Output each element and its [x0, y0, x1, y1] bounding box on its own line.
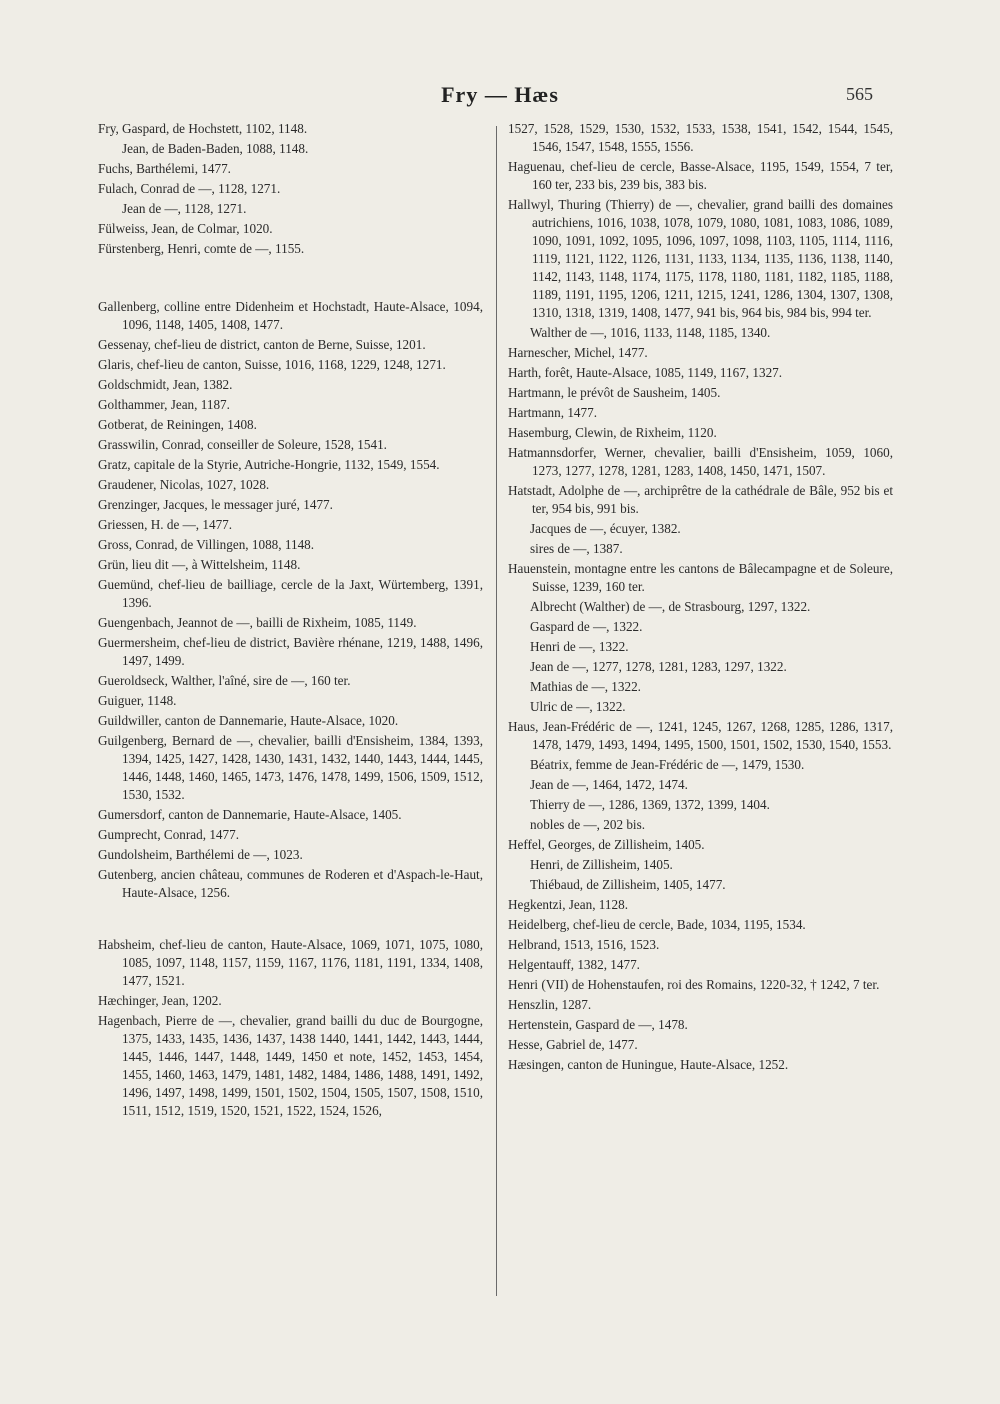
index-subentry: Thiébaud, de Zillisheim, 1405, 1477.: [530, 877, 726, 892]
index-entry: Hallwyl, Thuring (Thierry) de —, chevalier, grand bailli des domaines autrichiens, 1016, 1038, 1078, 1079, 1080, 1081, 1083, 1086, 1089, 1090, 1091, 1092, 1095, 1096, 1097, 1098, 1103, 1105, 1114, 1116, 1119, 1121, 1122, 1126, 1131, 1133, 1134, 1135, 1136, 1138, 1140, 1142, 1143, 1148, 1174, 1175, 1178, 1180, 1181, 1182, 1185, 1188, 1189, 1191, 1195, 1206, 1211, 1215, 1241, 1286, 1304, 1307, 1308, 1310, 1318, 1319, 1408, 1477, 941 bis, 964 bis, 984 bis, 994 ter.: [508, 197, 893, 320]
index-entry: Grün, lieu dit —, à Wittelsheim, 1148.: [98, 557, 301, 572]
index-entry: Gundolsheim, Barthélemi de —, 1023.: [98, 847, 303, 862]
index-entry: Hegkentzi, Jean, 1128.: [508, 897, 628, 912]
index-entry: Heidelberg, chef-lieu de cercle, Bade, 1034, 1195, 1534.: [508, 917, 806, 932]
index-entry: Fülweiss, Jean, de Colmar, 1020.: [98, 221, 273, 236]
index-entry: Guilgenberg, Bernard de —, chevalier, bailli d'Ensisheim, 1384, 1393, 1394, 1425, 1427, 1428, 1430, 1431, 1432, 1440, 1443, 1444, 1445, 1446, 1448, 1460, 1465, 1473, 1476, 1478, 1499, 1506, 1509, 1512, 1530, 1532.: [98, 733, 483, 802]
index-column-right: [508, 120, 893, 1076]
index-entry: Harth, forêt, Haute-Alsace, 1085, 1149, 1167, 1327.: [508, 365, 783, 380]
index-entry: Fuchs, Barthélemi, 1477.: [98, 161, 231, 176]
index-subentry: Mathias de —, 1322.: [530, 679, 641, 694]
index-entry: Gutenberg, ancien château, communes de Roderen et d'Aspach-le-Haut, Haute-Alsace, 1256.: [98, 867, 483, 900]
index-entry: Guildwiller, canton de Dannemarie, Haute-Alsace, 1020.: [98, 713, 399, 728]
index-entry: Hatmannsdorfer, Werner, chevalier, bailli d'Ensisheim, 1059, 1060, 1273, 1277, 1278, 1281, 1283, 1408, 1450, 1471, 1507.: [508, 445, 893, 478]
column-divider: [496, 126, 497, 1296]
index-entry: Glaris, chef-lieu de canton, Suisse, 1016, 1168, 1229, 1248, 1271.: [98, 357, 446, 372]
index-column-left: [98, 120, 483, 1122]
index-entry: Gumersdorf, canton de Dannemarie, Haute-Alsace, 1405.: [98, 807, 402, 822]
index-entry: Guermersheim, chef-lieu de district, Bavière rhénane, 1219, 1488, 1496, 1497, 1499.: [98, 635, 483, 668]
index-subentry: Béatrix, femme de Jean-Frédéric de —, 1479, 1530.: [530, 757, 805, 772]
index-entry: Hartmann, 1477.: [508, 405, 597, 420]
index-entry: Gross, Conrad, de Villingen, 1088, 1148.: [98, 537, 315, 552]
index-entry: Hertenstein, Gaspard de —, 1478.: [508, 1017, 688, 1032]
page-header-title: Fry — Hæs: [441, 82, 559, 107]
index-entry: Hæchinger, Jean, 1202.: [98, 993, 222, 1008]
index-subentry: Jean de —, 1128, 1271.: [122, 201, 247, 216]
index-entry: Gallenberg, colline entre Didenheim et Hochstadt, Haute-Alsace, 1094, 1096, 1148, 1405, 1408, 1477.: [98, 299, 483, 332]
index-entry: Hæsingen, canton de Huningue, Haute-Alsace, 1252.: [508, 1057, 789, 1072]
index-entry: Grenzinger, Jacques, le messager juré, 1477.: [98, 497, 333, 512]
index-subentry: Ulric de —, 1322.: [530, 699, 626, 714]
index-entry: Harnescher, Michel, 1477.: [508, 345, 648, 360]
index-entry: Haus, Jean-Frédéric de —, 1241, 1245, 1267, 1268, 1285, 1286, 1317, 1478, 1479, 1493, 1494, 1495, 1500, 1501, 1502, 1530, 1540, 1553.: [508, 719, 893, 752]
index-entry: Hauenstein, montagne entre les cantons de Bâlecampagne et de Soleure, Suisse, 1239, 160 ter.: [508, 561, 893, 594]
index-entry: Haguenau, chef-lieu de cercle, Basse-Alsace, 1195, 1549, 1554, 7 ter, 160 ter, 233 bis, 239 bis, 383 bis.: [508, 159, 893, 192]
index-entry: Guiguer, 1148.: [98, 693, 177, 708]
index-entry: Gessenay, chef-lieu de district, canton de Berne, Suisse, 1201.: [98, 337, 426, 352]
index-entry: Gratz, capitale de la Styrie, Autriche-Hongrie, 1132, 1549, 1554.: [98, 457, 440, 472]
index-entry: Helbrand, 1513, 1516, 1523.: [508, 937, 660, 952]
index-entry: Gueroldseck, Walther, l'aîné, sire de —, 160 ter.: [98, 673, 351, 688]
index-entry: Golthammer, Jean, 1187.: [98, 397, 230, 412]
index-entry: Fürstenberg, Henri, comte de —, 1155.: [98, 241, 305, 256]
index-subentry: Jean, de Baden-Baden, 1088, 1148.: [122, 141, 309, 156]
index-entry: Henri (VII) de Hohenstaufen, roi des Romains, 1220-32, † 1242, 7 ter.: [508, 977, 880, 992]
index-subentry: Henri de —, 1322.: [530, 639, 629, 654]
index-subentry: Albrecht (Walther) de —, de Strasbourg, 1297, 1322.: [530, 599, 811, 614]
index-entry: Henszlin, 1287.: [508, 997, 592, 1012]
index-entry: Habsheim, chef-lieu de canton, Haute-Alsace, 1069, 1071, 1075, 1080, 1085, 1097, 1148, 1157, 1159, 1167, 1176, 1181, 1191, 1334, 1408, 1477, 1521.: [98, 937, 483, 988]
index-entry: Graudener, Nicolas, 1027, 1028.: [98, 477, 270, 492]
letter-section-gap: [98, 260, 483, 298]
index-entry: Guengenbach, Jeannot de —, bailli de Rixheim, 1085, 1149.: [98, 615, 417, 630]
page-number: 565: [846, 84, 873, 104]
index-entry: Helgentauff, 1382, 1477.: [508, 957, 640, 972]
index-entry: Goldschmidt, Jean, 1382.: [98, 377, 233, 392]
index-entry: Gumprecht, Conrad, 1477.: [98, 827, 240, 842]
index-subentry: nobles de —, 202 bis.: [530, 817, 646, 832]
index-subentry: Jean de —, 1464, 1472, 1474.: [530, 777, 688, 792]
index-entry: Fry, Gaspard, de Hochstett, 1102, 1148.: [98, 121, 308, 136]
index-subentry: sires de —, 1387.: [530, 541, 623, 556]
letter-section-gap: [98, 904, 483, 936]
index-subentry: Thierry de —, 1286, 1369, 1372, 1399, 1404.: [530, 797, 770, 812]
index-entry: Hesse, Gabriel de, 1477.: [508, 1037, 638, 1052]
index-entry: Griessen, H. de —, 1477.: [98, 517, 233, 532]
index-subentry: Jean de —, 1277, 1278, 1281, 1283, 1297, 1322.: [530, 659, 787, 674]
index-entry: Fulach, Conrad de —, 1128, 1271.: [98, 181, 281, 196]
index-entry: Grasswilin, Conrad, conseiller de Soleure, 1528, 1541.: [98, 437, 387, 452]
index-subentry: Jacques de —, écuyer, 1382.: [530, 521, 681, 536]
index-entry: Guemünd, chef-lieu de bailliage, cercle de la Jaxt, Würtemberg, 1391, 1396.: [98, 577, 483, 610]
index-entry-continuation: 1527, 1528, 1529, 1530, 1532, 1533, 1538, 1541, 1542, 1544, 1545, 1546, 1547, 1548, 1555, 1556.: [508, 121, 893, 154]
index-entry: Hagenbach, Pierre de —, chevalier, grand bailli du duc de Bourgogne, 1375, 1433, 1435, 1436, 1437, 1438 1440, 1441, 1442, 1443, 1444, 1445, 1446, 1447, 1448, 1449, 1450 et note, 1452, 1453, 1454, 1455, 1460, 1463, 1479, 1481, 1482, 1484, 1486, 1488, 1491, 1492, 1496, 1497, 1498, 1499, 1501, 1502, 1504, 1505, 1507, 1508, 1510, 1511, 1512, 1519, 1520, 1521, 1522, 1524, 1526,: [98, 1013, 483, 1118]
index-subentry: Gaspard de —, 1322.: [530, 619, 643, 634]
index-subentry: Walther de —, 1016, 1133, 1148, 1185, 1340.: [530, 325, 771, 340]
index-subentry: Henri, de Zillisheim, 1405.: [530, 857, 673, 872]
index-entry: Gotberat, de Reiningen, 1408.: [98, 417, 257, 432]
index-entry: Hatstadt, Adolphe de —, archiprêtre de la cathédrale de Bâle, 952 bis et ter, 954 bis, 991 bis.: [508, 483, 893, 516]
index-entry: Hartmann, le prévôt de Sausheim, 1405.: [508, 385, 721, 400]
index-entry: Heffel, Georges, de Zillisheim, 1405.: [508, 837, 705, 852]
index-entry: Hasemburg, Clewin, de Rixheim, 1120.: [508, 425, 717, 440]
